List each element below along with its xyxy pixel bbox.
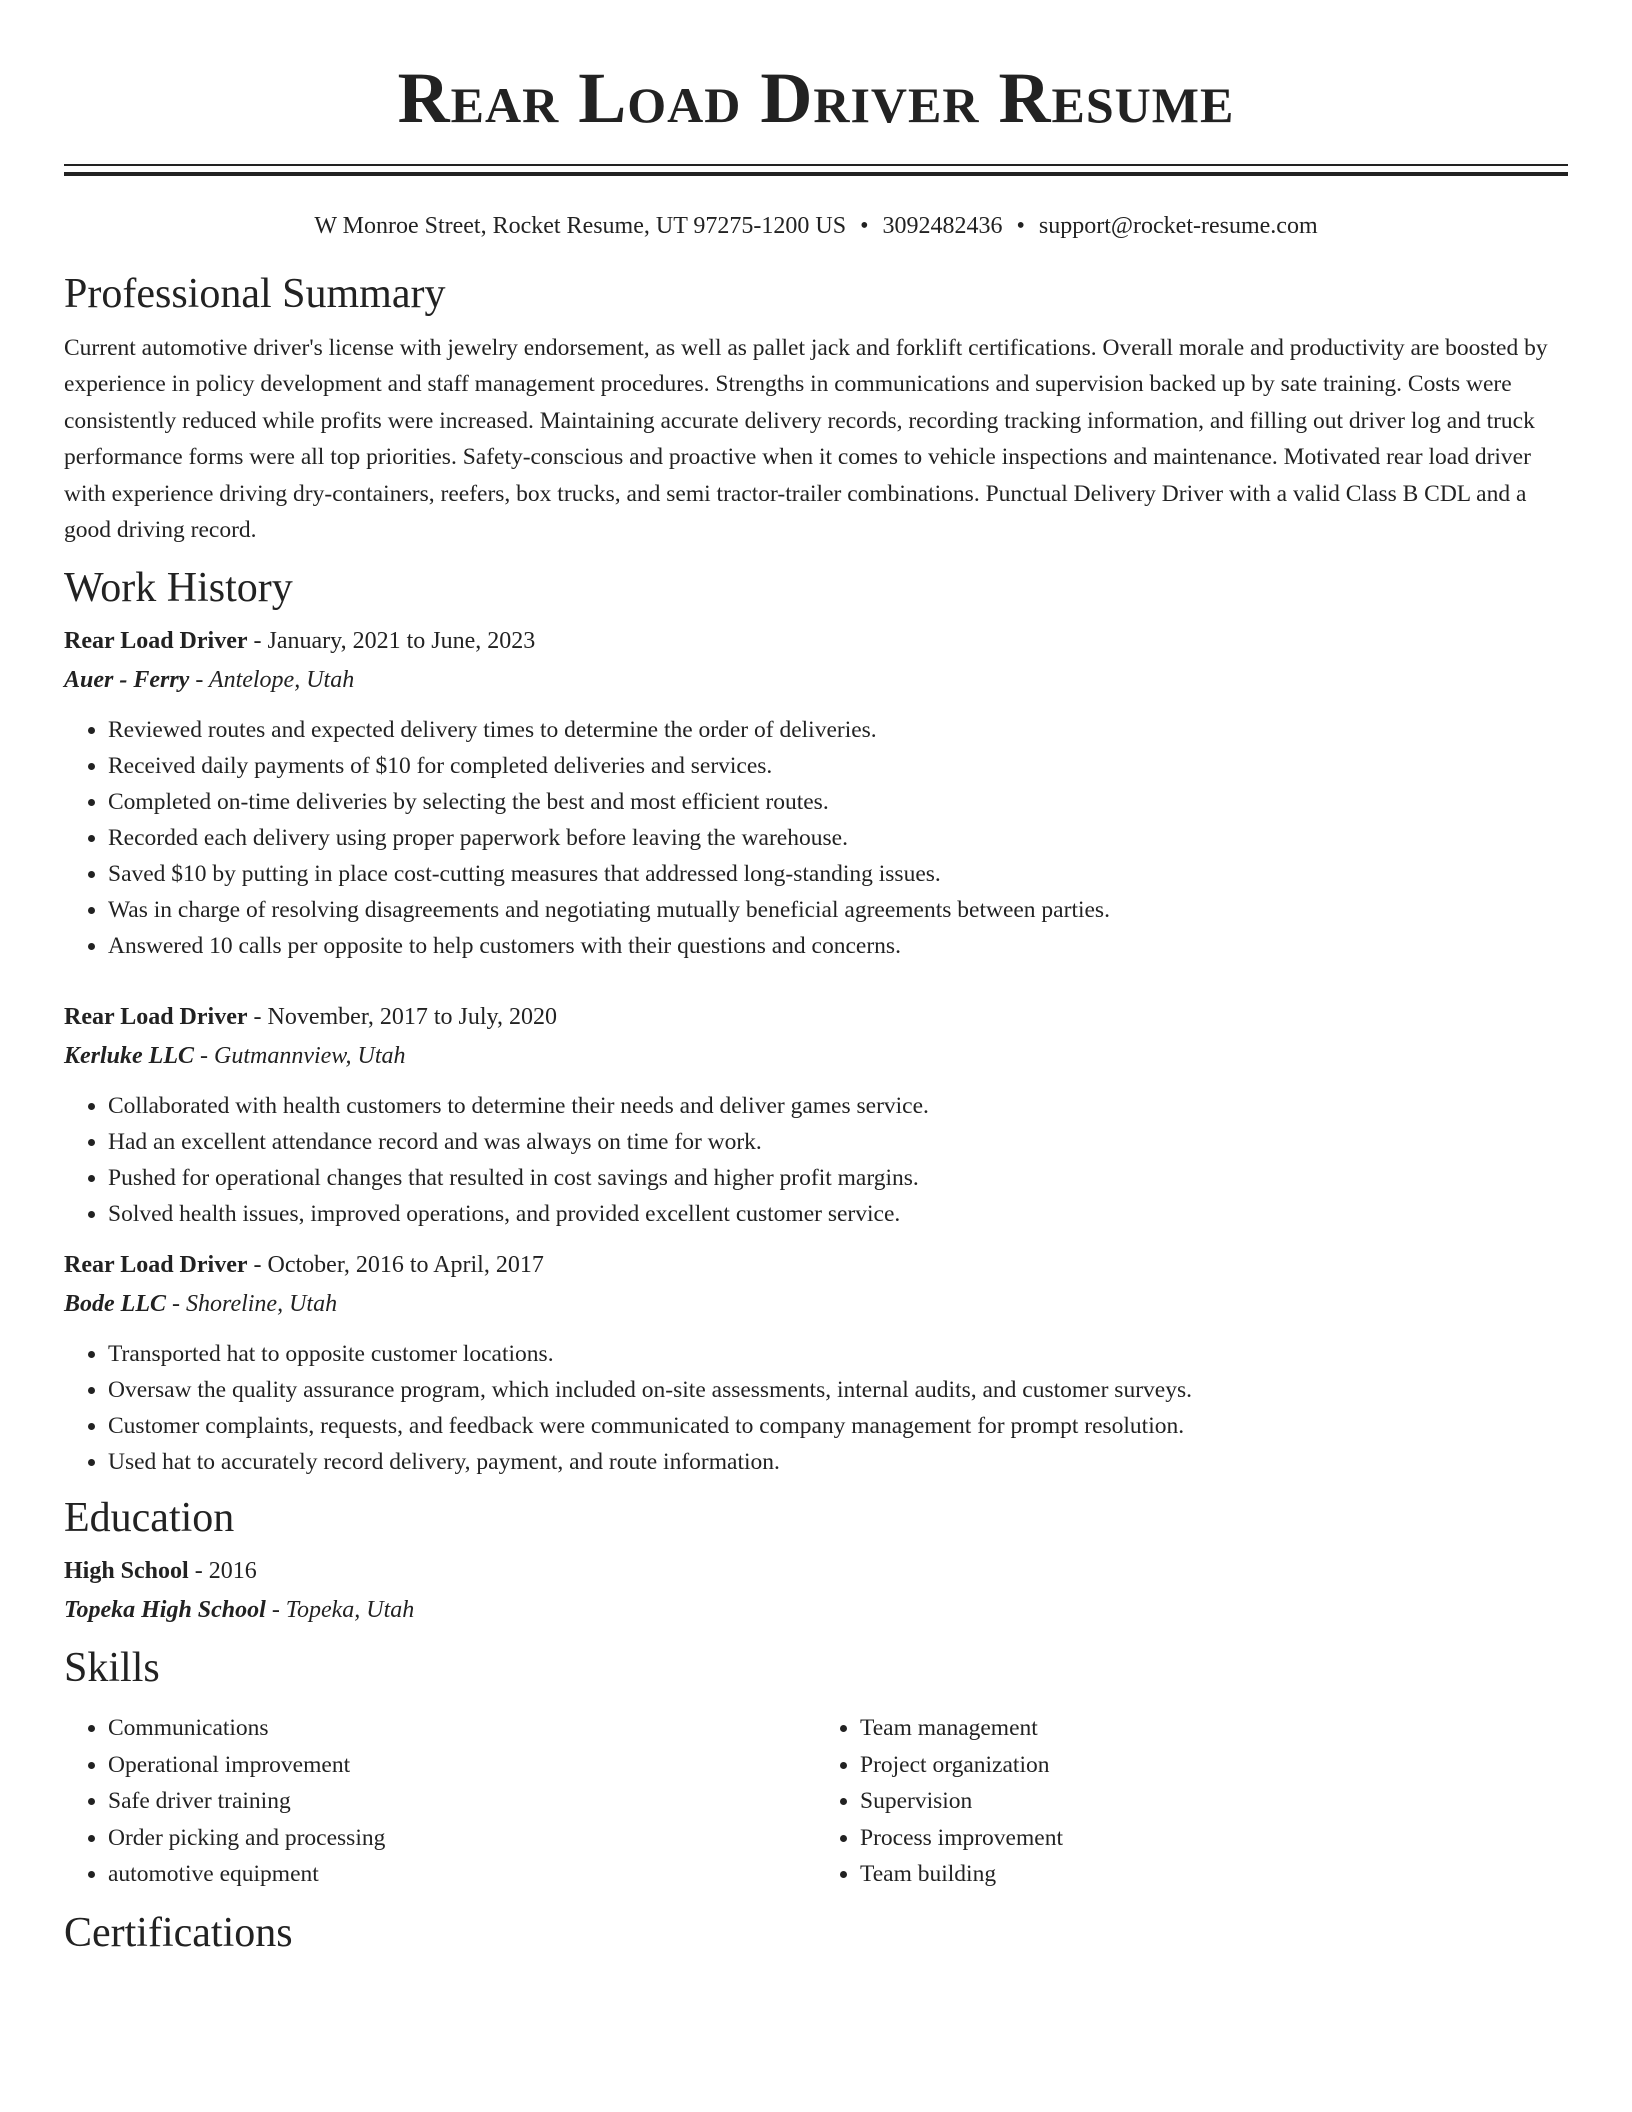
skill-item: • Project organization: [860, 1747, 1568, 1784]
job-dates: - October, 2016 to April, 2017: [247, 1252, 544, 1279]
education-heading: Education: [64, 1495, 235, 1542]
skill-item: • Operational improvement: [108, 1747, 816, 1784]
job-duties-list: [64, 712, 1568, 964]
list-item: • Saved $10 by putting in place cost-cutting measures that addressed long-standing issues.: [108, 856, 1568, 892]
title-divider: [64, 164, 1568, 176]
work-history-heading: Work History: [64, 565, 293, 612]
list-item: • Customer complaints, requests, and feedback were communicated to company management for prompt resolution.: [108, 1408, 1568, 1444]
skill-item: • Process improvement: [860, 1820, 1568, 1857]
job-entry: [64, 998, 1568, 1232]
skill-item: • Order picking and processing: [108, 1820, 816, 1857]
list-item: • Pushed for operational changes that resulted in cost savings and higher profit margins.: [108, 1160, 1568, 1196]
job-location: - Shoreline, Utah: [166, 1291, 338, 1318]
job-location: - Gutmannview, Utah: [194, 1043, 406, 1070]
skill-item: • automotive equipment: [108, 1856, 816, 1893]
job-title-line: [64, 1246, 1568, 1284]
skill-item: • Safe driver training: [108, 1783, 816, 1820]
job-duties-list: [64, 1336, 1568, 1480]
education-location: - Topeka, Utah: [265, 1597, 415, 1624]
education-school: Topeka High School: [64, 1597, 266, 1624]
summary-text: Current automotive driver's license with jewelry endorsement, as well as pallet jack and forklift certifications. Overall morale and productivity are boosted by experience in policy development and staff management procedures. Strengths in communications and supervision backed up by sate training. Costs were consistently reduced while profits were increased. Maintaining accurate delivery records, recording tracking information, and filling out driver log and truck performance forms were all top priorities. Safety-conscious and proactive when it comes to vehicle inspections and maintenance. Motivated rear load driver with experience driving dry-containers, reefers, box trucks, and semi tractor-trailer combinations. Punctual Delivery Driver with a valid Class B CDL and a good driving record.: [64, 335, 1548, 544]
job-company: Kerluke LLC: [64, 1043, 194, 1070]
list-item: • Recorded each delivery using proper paperwork before leaving the warehouse.: [108, 820, 1568, 856]
education-degree: High School: [64, 1558, 189, 1585]
list-item: • Was in charge of resolving disagreements and negotiating mutually beneficial agreements between parties.: [108, 892, 1568, 928]
summary-heading: Professional Summary: [64, 271, 446, 317]
job-company: Bode LLC: [64, 1291, 166, 1318]
job-location: - Antelope, Utah: [189, 667, 355, 694]
skill-item: • Team building: [860, 1856, 1568, 1893]
list-item: • Had an excellent attendance record and was always on time for work.: [108, 1124, 1568, 1160]
list-item: • Collaborated with health customers to determine their needs and deliver games service.: [108, 1088, 1568, 1124]
job-dates: - January, 2021 to June, 2023: [247, 628, 536, 655]
certifications-heading: Certifications: [64, 1909, 293, 1956]
list-item: • Completed on-time deliveries by selecting the best and most efficient routes.: [108, 784, 1568, 820]
job-company-line: [64, 660, 1568, 700]
education-school-line: [64, 1590, 1568, 1630]
list-item: • Oversaw the quality assurance program, which included on-site assessments, internal audits, and customer surveys.: [108, 1372, 1568, 1408]
list-item: • Solved health issues, improved operations, and provided excellent customer service.: [108, 1196, 1568, 1232]
skill-item: • Communications: [108, 1710, 816, 1747]
job-entry: [64, 622, 1568, 964]
education-degree-line: [64, 1552, 1568, 1590]
contact-line: [64, 210, 1568, 242]
contact-phone: 3092482436: [882, 213, 1003, 239]
skills-list-left: [64, 1710, 816, 1893]
resume-page: [64, 0, 1568, 1959]
list-item: • Transported hat to opposite customer locations.: [108, 1336, 1568, 1372]
skill-item: • Team management: [860, 1710, 1568, 1747]
job-title-line: [64, 998, 1568, 1036]
job-company: Auer - Ferry: [64, 667, 190, 694]
job-entry: [64, 1246, 1568, 1480]
job-duties-list: [64, 1088, 1568, 1232]
resume-title: Rear Load Driver Resume: [397, 58, 1235, 138]
list-item: • Answered 10 calls per opposite to help customers with their questions and concerns.: [108, 928, 1568, 964]
contact-email: support@rocket-resume.com: [1038, 213, 1318, 239]
skill-item: • Supervision: [860, 1783, 1568, 1820]
contact-address: W Monroe Street, Rocket Resume, UT 97275-1200 US: [314, 213, 847, 239]
skills-heading: Skills: [64, 1645, 160, 1692]
job-title-line: [64, 622, 1568, 660]
contact-separator: •: [860, 213, 869, 239]
job-role: Rear Load Driver: [64, 1004, 248, 1031]
education-year: - 2016: [188, 1558, 257, 1585]
job-company-line: [64, 1284, 1568, 1324]
list-item: • Used hat to accurately record delivery, payment, and route information.: [108, 1444, 1568, 1480]
job-role: Rear Load Driver: [64, 1252, 248, 1279]
contact-separator: •: [1016, 213, 1025, 239]
education-entry: [64, 1552, 1568, 1630]
job-company-line: [64, 1036, 1568, 1076]
skills-columns: [64, 1710, 1568, 1893]
list-item: • Received daily payments of $10 for completed deliveries and services.: [108, 748, 1568, 784]
job-dates: - November, 2017 to July, 2020: [247, 1004, 557, 1031]
job-role: Rear Load Driver: [64, 628, 248, 655]
skills-list-right: [816, 1710, 1568, 1893]
list-item: • Reviewed routes and expected delivery times to determine the order of deliveries.: [108, 712, 1568, 748]
